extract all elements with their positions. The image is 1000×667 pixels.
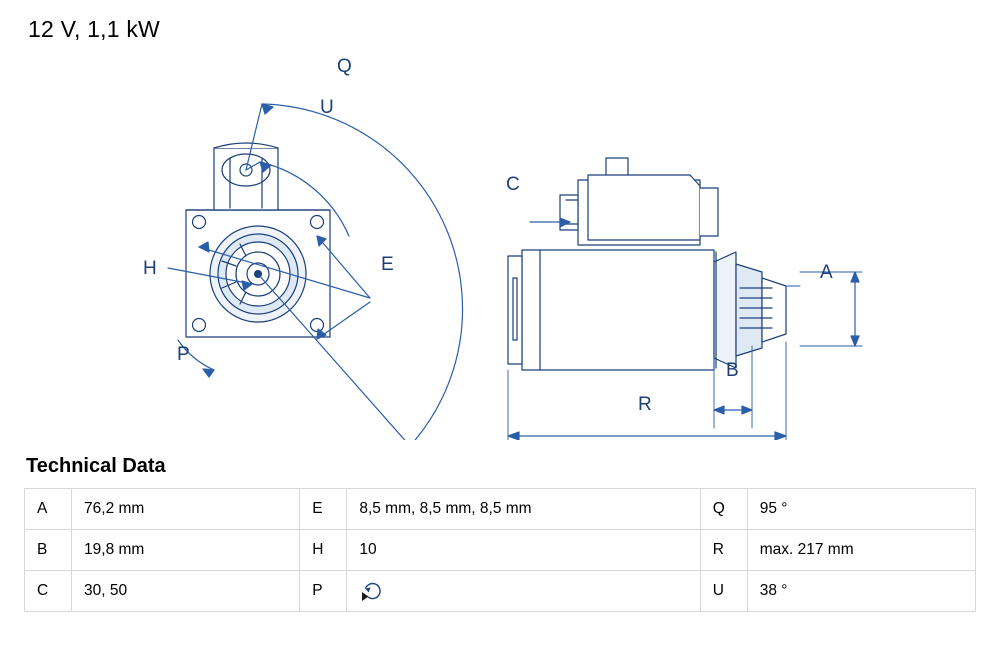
- technical-data-section: [24, 455, 976, 612]
- row-value-c: 30, 50: [72, 571, 300, 612]
- page-title: 12 V, 1,1 kW: [28, 16, 160, 42]
- row-key-r: R: [700, 530, 747, 571]
- row-value-u: 38 °: [747, 571, 975, 612]
- label-b: B: [726, 360, 739, 381]
- row-key-p: P: [300, 571, 347, 612]
- label-a: A: [820, 262, 833, 283]
- table-row: [25, 530, 976, 571]
- row-value-q: 95 °: [747, 489, 975, 530]
- label-e: E: [381, 254, 394, 275]
- side-view-drawing: [508, 158, 862, 440]
- technical-data-heading: Technical Data: [26, 455, 166, 477]
- row-key-h: H: [300, 530, 347, 571]
- row-key-q: Q: [700, 489, 747, 530]
- row-key-c: C: [25, 571, 72, 612]
- rotation-direction-icon: [359, 580, 689, 602]
- row-value-b: 19,8 mm: [72, 530, 300, 571]
- row-key-u: U: [700, 571, 747, 612]
- row-key-b: B: [25, 530, 72, 571]
- table-row: [25, 571, 976, 612]
- technical-drawing: [0, 40, 1000, 440]
- label-r: R: [638, 394, 652, 415]
- row-key-e: E: [300, 489, 347, 530]
- table-row: [25, 489, 976, 530]
- row-value-h: 10: [347, 530, 700, 571]
- label-c: C: [506, 174, 520, 195]
- row-key-a: A: [25, 489, 72, 530]
- technical-data-table: [24, 488, 976, 612]
- label-u: U: [320, 97, 334, 118]
- label-p: P: [177, 344, 190, 365]
- row-value-a: 76,2 mm: [72, 489, 300, 530]
- label-q: Q: [337, 56, 352, 77]
- row-value-r: max. 217 mm: [747, 530, 975, 571]
- front-view-drawing: [168, 104, 463, 440]
- label-h: H: [143, 258, 157, 279]
- row-value-e: 8,5 mm, 8,5 mm, 8,5 mm: [347, 489, 700, 530]
- row-value-p: [347, 571, 700, 612]
